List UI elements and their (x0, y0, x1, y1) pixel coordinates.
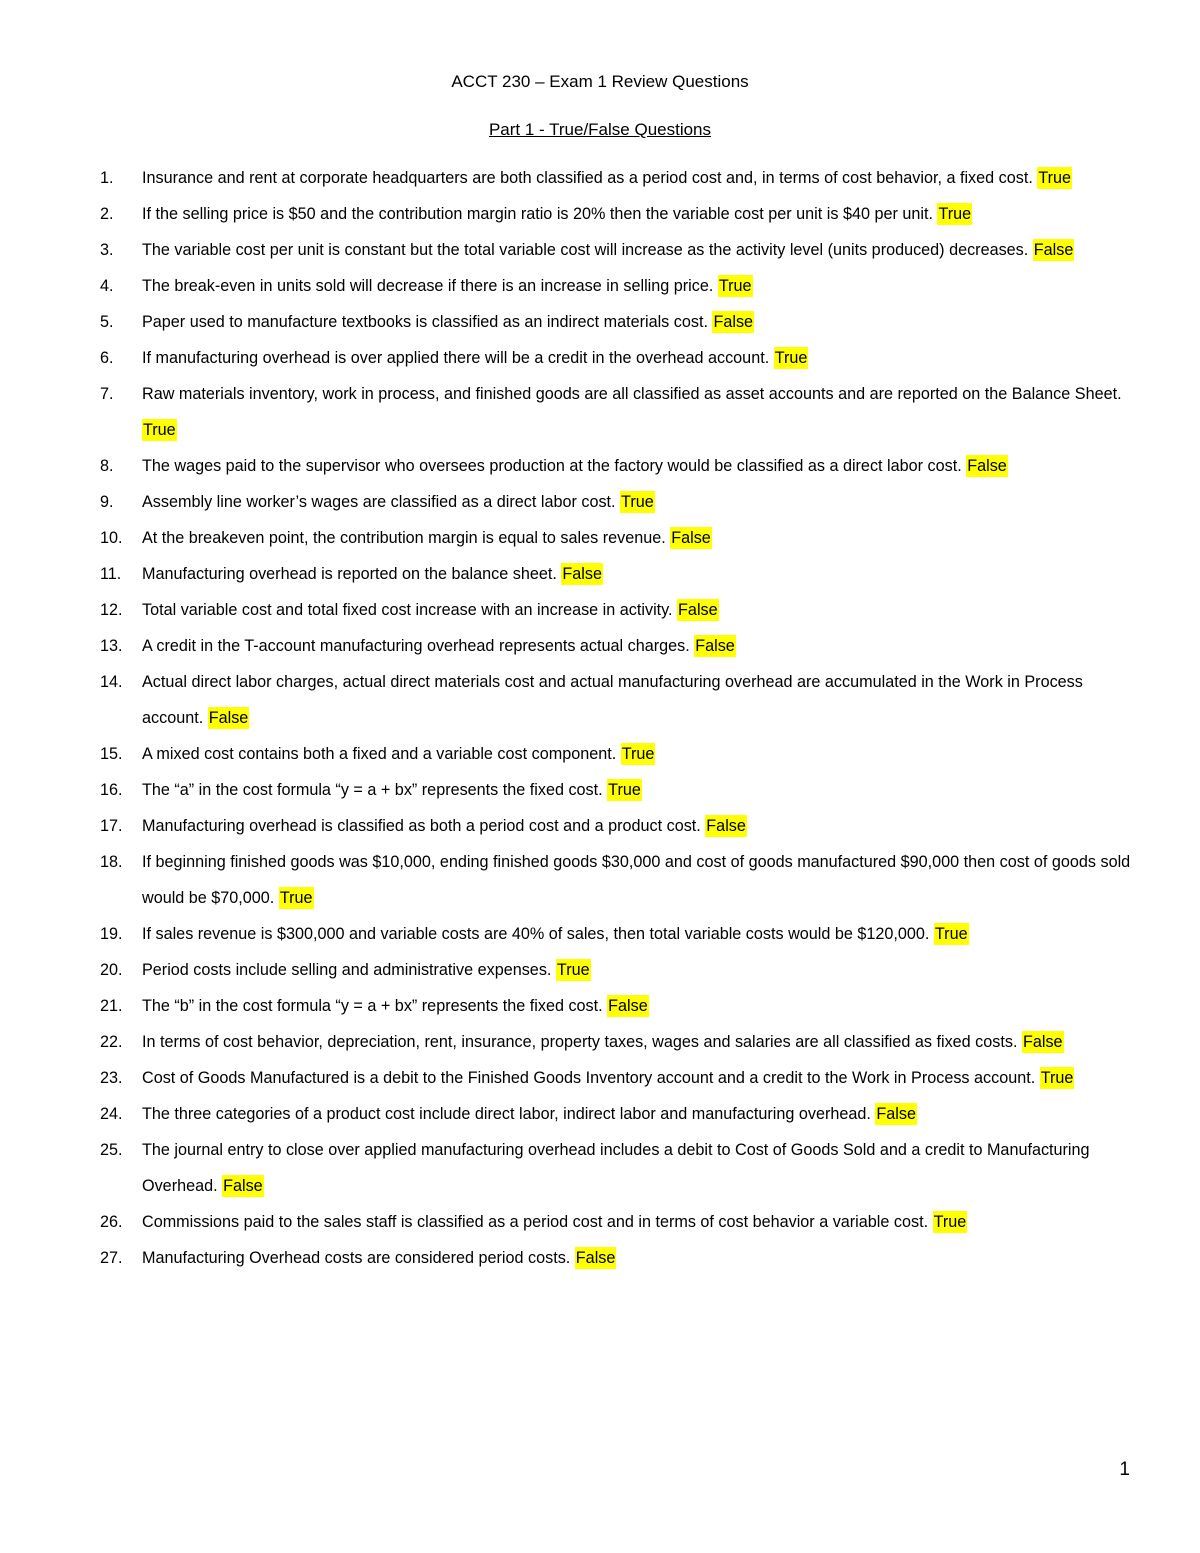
question-number: 7. (100, 385, 114, 403)
answer-highlight: True (938, 205, 972, 223)
question-number: 11. (100, 565, 122, 583)
question-text: The journal entry to close over applied manufacturing overhead includes a debit to Cost of Goods Sold and a credit to Manufacturing Overhead. (142, 1141, 1090, 1195)
question-text: At the breakeven point, the contribution margin is equal to sales revenue. (142, 529, 666, 547)
answer-highlight: False (608, 997, 648, 1015)
question-text: The break-even in units sold will decrease if there is an increase in selling price. (142, 277, 714, 295)
section-heading-text: Part 1 - True/False Questions (488, 120, 712, 139)
answer-highlight: False (223, 1177, 263, 1195)
question-text: Actual direct labor charges, actual direct materials cost and actual manufacturing overhead are accumulated in the Work in Process account. (142, 673, 1083, 727)
question-number: 18. (100, 853, 123, 871)
answer-highlight: False (706, 817, 746, 835)
question-item (100, 556, 1140, 592)
question-number: 5. (100, 313, 114, 331)
question-item (100, 1132, 1140, 1204)
question-item (100, 808, 1140, 844)
question-item (100, 592, 1140, 628)
question-text: A credit in the T-account manufacturing overhead represents actual charges. (142, 637, 690, 655)
question-item (100, 1060, 1140, 1096)
answer-highlight: True (718, 277, 752, 295)
question-item (100, 1024, 1140, 1060)
question-item (100, 916, 1140, 952)
answer-highlight: False (713, 313, 754, 331)
question-item (100, 448, 1140, 484)
answer-highlight: True (934, 925, 968, 943)
question-item (100, 736, 1140, 772)
question-text: Total variable cost and total fixed cost increase with an increase in activity. (142, 601, 678, 619)
question-number: 19. (100, 925, 123, 943)
question-number: 20. (100, 961, 123, 979)
question-item (100, 664, 1140, 736)
question-text: The “b” in the cost formula “y = a + bx” represents the fixed cost. (142, 997, 603, 1015)
question-text: Cost of Goods Manufactured is a debit to the Finished Goods Inventory account and a credit to the Work in Process account. (142, 1069, 1040, 1087)
question-text: Manufacturing overhead is reported on the balance sheet. (142, 565, 562, 583)
section-heading (0, 118, 1200, 142)
question-item (100, 304, 1140, 340)
question-item (100, 988, 1140, 1024)
answer-highlight: False (1022, 1033, 1063, 1051)
question-text: If manufacturing overhead is over applied there will be a credit in the overhead account. (142, 349, 774, 367)
page-number: 1 (1119, 1459, 1130, 1480)
answer-highlight: False (967, 457, 1007, 475)
answer-highlight: True (774, 349, 808, 367)
question-text: Manufacturing overhead is classified as both a period cost and a product cost. (142, 817, 701, 835)
question-item (100, 844, 1140, 916)
question-item (100, 160, 1140, 196)
answer-highlight: False (208, 709, 249, 727)
answer-highlight: False (1033, 241, 1074, 259)
answer-highlight: True (556, 961, 590, 979)
question-number: 22. (100, 1033, 123, 1051)
question-number: 25. (100, 1141, 123, 1159)
answer-highlight: True (143, 421, 176, 439)
question-item (100, 952, 1140, 988)
question-text: Raw materials inventory, work in process, and finished goods are all classified as asset accounts and are reported on the Balance Sheet. (142, 385, 1122, 403)
question-item (100, 520, 1140, 556)
question-text: If beginning finished goods was $10,000, ending finished goods $30,000 and cost of goods manufactured $90,000 then cost of goods sold would be $70,000. (142, 853, 1131, 907)
question-item (100, 1204, 1140, 1240)
answer-highlight: True (621, 745, 655, 763)
question-text: Insurance and rent at corporate headquarters are both classified as a period cost and, in terms of cost behavior, a fixed cost. (142, 169, 1033, 187)
question-number: 27. (100, 1249, 123, 1267)
answer-highlight: False (671, 529, 711, 547)
question-item (100, 484, 1140, 520)
question-text: In terms of cost behavior, depreciation, rent, insurance, property taxes, wages and salaries are all classified as fixed costs. (142, 1033, 1018, 1051)
question-item (100, 1240, 1140, 1276)
question-item (100, 340, 1140, 376)
answer-highlight: True (608, 781, 641, 799)
question-item (100, 376, 1140, 448)
question-list (100, 160, 1140, 1276)
question-item (100, 772, 1140, 808)
question-text: If the selling price is $50 and the contribution margin ratio is 20% then the variable cost per unit is $40 per unit. (142, 205, 933, 223)
answer-highlight: False (678, 601, 718, 619)
question-text: If sales revenue is $300,000 and variable costs are 40% of sales, then total variable costs would be $120,000. (142, 925, 930, 943)
question-text: The variable cost per unit is constant but the total variable cost will increase as the activity level (units produced) decreases. (142, 241, 1029, 259)
question-number: 26. (100, 1213, 123, 1231)
question-number: 13. (100, 637, 123, 655)
question-number: 21. (100, 997, 123, 1015)
question-text: The three categories of a product cost include direct labor, indirect labor and manufacturing overhead. (142, 1105, 876, 1123)
question-number: 10. (100, 529, 123, 547)
answer-highlight: True (279, 889, 313, 907)
question-number: 2. (100, 205, 114, 223)
question-number: 23. (100, 1069, 123, 1087)
question-item (100, 628, 1140, 664)
question-text: Period costs include selling and administrative expenses. (142, 961, 552, 979)
question-item (100, 232, 1140, 268)
answer-highlight: False (876, 1105, 916, 1123)
question-text: Paper used to manufacture textbooks is classified as an indirect materials cost. (142, 313, 708, 331)
question-number: 15. (100, 745, 123, 763)
question-number: 24. (100, 1105, 123, 1123)
question-text: The “a” in the cost formula “y = a + bx” represents the fixed cost. (142, 781, 608, 799)
question-number: 16. (100, 781, 123, 799)
question-number: 12. (100, 601, 123, 619)
question-item (100, 196, 1140, 232)
question-number: 17. (100, 817, 123, 835)
question-number: 8. (100, 457, 114, 475)
question-number: 3. (100, 241, 114, 259)
question-number: 9. (100, 493, 114, 511)
question-text: The wages paid to the supervisor who oversees production at the factory would be classified as a direct labor cost. (142, 457, 962, 475)
question-item (100, 268, 1140, 304)
answer-highlight: True (1038, 169, 1072, 187)
question-text: Assembly line worker’s wages are classified as a direct labor cost. (142, 493, 616, 511)
answer-highlight: False (695, 637, 735, 655)
question-text: Commissions paid to the sales staff is classified as a period cost and in terms of cost behavior a variable cost. (142, 1213, 929, 1231)
question-number: 14. (100, 673, 123, 691)
answer-highlight: True (933, 1213, 967, 1231)
answer-highlight: False (575, 1249, 616, 1267)
document-title: ACCT 230 – Exam 1 Review Questions (451, 72, 749, 91)
answer-highlight: False (562, 565, 602, 583)
question-text: Manufacturing Overhead costs are considered period costs. (142, 1249, 575, 1267)
question-number: 4. (100, 277, 114, 295)
answer-highlight: True (621, 493, 654, 511)
question-text: A mixed cost contains both a fixed and a variable cost component. (142, 745, 621, 763)
question-item (100, 1096, 1140, 1132)
answer-highlight: True (1040, 1069, 1074, 1087)
question-number: 1. (100, 169, 114, 187)
question-number: 6. (100, 349, 114, 367)
